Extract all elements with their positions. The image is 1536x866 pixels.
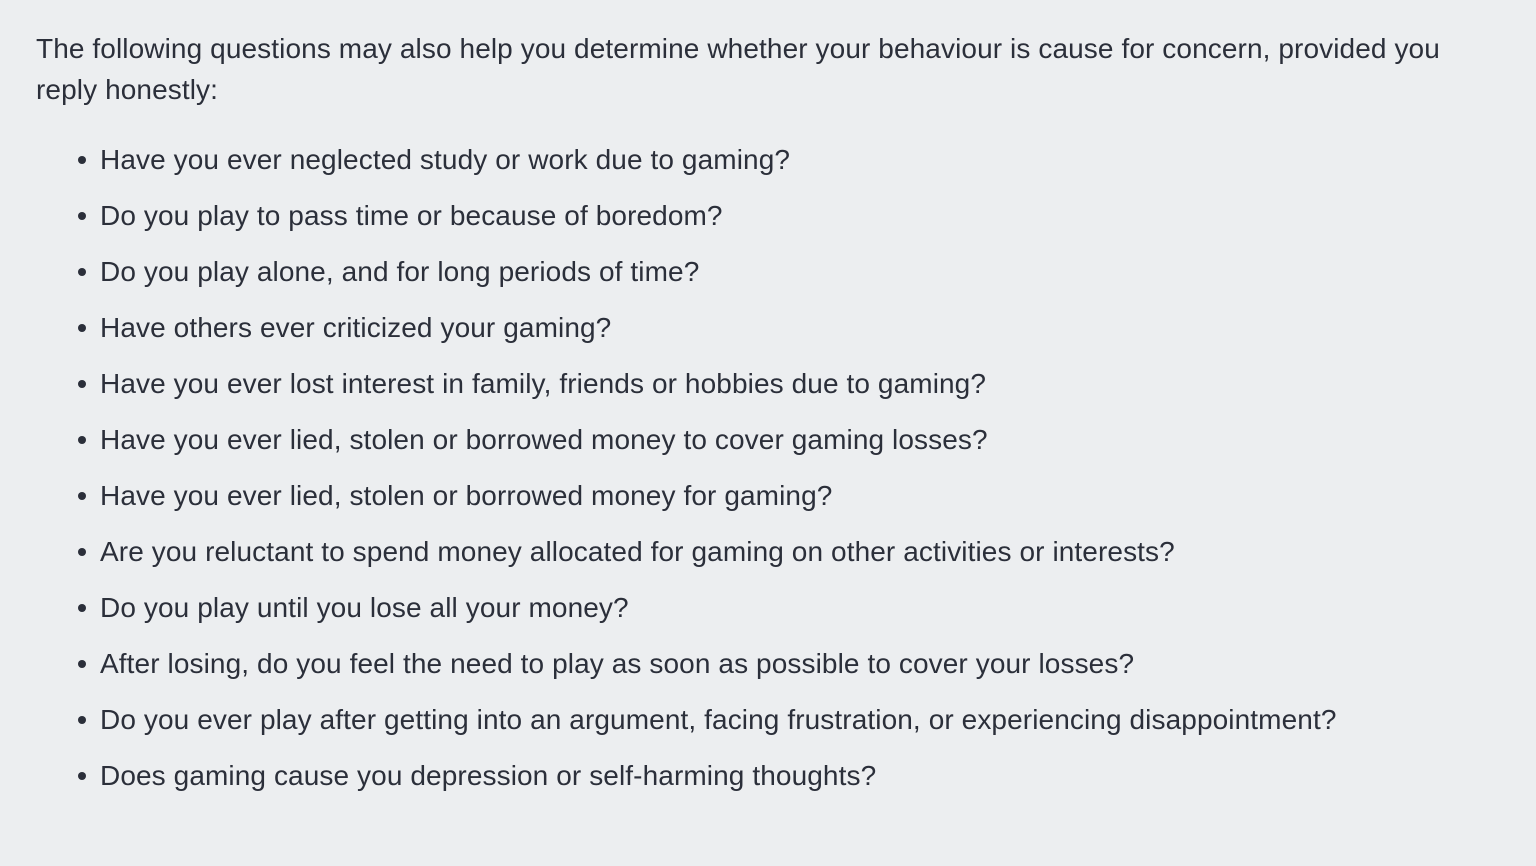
- article-content: [36, 28, 1500, 796]
- question-item: Have you ever lost interest in family, friends or hobbies due to gaming?: [36, 364, 1376, 404]
- intro-paragraph: The following questions may also help you determine whether your behaviour is cause for concern, provided you reply honestly:: [36, 33, 1440, 105]
- question-item: Does gaming cause you depression or self-harming thoughts?: [36, 756, 1376, 796]
- question-item: Are you reluctant to spend money allocated for gaming on other activities or interests?: [36, 532, 1376, 572]
- question-item: Have others ever criticized your gaming?: [36, 308, 1376, 348]
- question-item: Do you ever play after getting into an argument, facing frustration, or experiencing disappointment?: [36, 700, 1376, 740]
- question-item: Have you ever lied, stolen or borrowed money for gaming?: [36, 476, 1376, 516]
- question-item: After losing, do you feel the need to play as soon as possible to cover your losses?: [36, 644, 1376, 684]
- question-item: Do you play to pass time or because of boredom?: [36, 196, 1376, 236]
- question-item: Do you play until you lose all your money?: [36, 588, 1376, 628]
- questions-list: [36, 140, 1376, 796]
- question-item: Do you play alone, and for long periods of time?: [36, 252, 1376, 292]
- question-item: Have you ever neglected study or work due to gaming?: [36, 140, 1376, 180]
- question-item: Have you ever lied, stolen or borrowed money to cover gaming losses?: [36, 420, 1376, 460]
